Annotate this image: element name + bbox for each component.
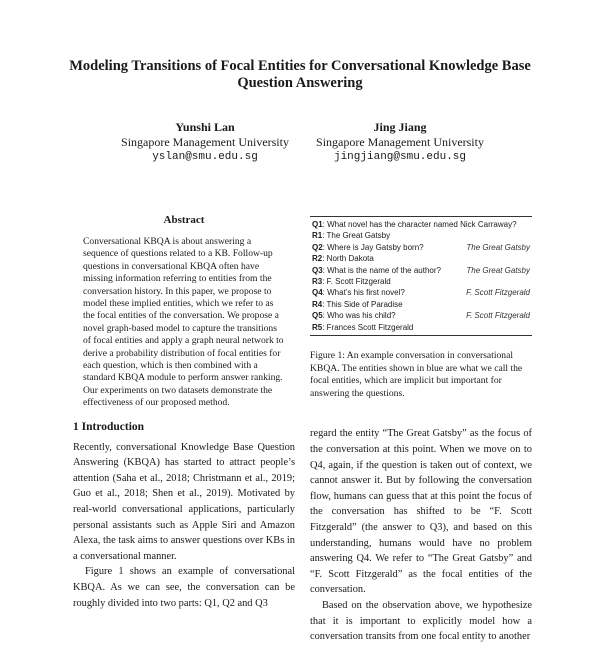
body-paragraph-2: Based on the observation above, we hypothesize that it is important to explicitly model how a conversation transits from one focal entity to another	[310, 599, 532, 643]
focal-entity: F. Scott Fitzgerald	[466, 288, 530, 298]
turn-text: : Who was his child?	[322, 311, 396, 321]
turn-label: R5	[312, 322, 323, 332]
turn-text: : The Great Gatsby	[322, 231, 391, 241]
turn-label: R4	[312, 299, 323, 309]
author-2	[290, 120, 510, 165]
conversation-row	[312, 230, 532, 241]
conversation-row	[312, 310, 532, 321]
turn-text: : Where is Jay Gatsby born?	[322, 242, 424, 252]
abstract-heading: Abstract	[163, 214, 205, 226]
turn-text: : What’s his first novel?	[322, 288, 405, 298]
turn-label: Q3	[312, 265, 323, 275]
author-affiliation: Singapore Management University	[121, 135, 289, 149]
turn-text: : F. Scott Fitzgerald	[322, 277, 391, 287]
conversation-row	[312, 276, 532, 287]
author-email: yslan@smu.edu.sg	[152, 151, 258, 163]
conversation-row	[312, 253, 532, 264]
turn-label: Q5	[312, 311, 323, 321]
abstract-text: Conversational KBQA is about answering a sequence of questions related to a KB. Follow-up questions in conversational KBQA often have missing information referring to entities from the conversation history. In this paper, we propose to model these implied entities, which we refer to as the focal entities of the conversation. We propose a novel graph-based model to capture the transitions of focal entities and apply a graph neural network to derive a probability distribution of focal entities for each question, which is then combined with a standard KBQA module to perform answer ranking. Our experiments on two datasets demonstrate the effectiveness of our proposed method.	[83, 236, 284, 409]
right-column	[310, 214, 532, 645]
right-body	[310, 426, 532, 644]
turn-label: R3	[312, 277, 323, 287]
focal-entity: The Great Gatsby	[466, 242, 530, 252]
conversation-row	[312, 287, 532, 298]
conversation-row	[312, 265, 532, 276]
figure-1-conversation	[310, 216, 532, 336]
turn-text: : What is the name of the author?	[322, 265, 441, 275]
left-column	[73, 214, 295, 611]
focal-entity: F. Scott Fitzgerald	[466, 311, 530, 321]
paper-title: Modeling Transitions of Focal Entities for Conversational Knowledge Base Question Answering	[69, 58, 531, 91]
figure-1-caption: Figure 1: An example conversation in conversational KBQA. The entities shown in blue are what we call the focal entities, which are implicit but important for answering the questions.	[310, 350, 523, 399]
body-paragraph-1: regard the entity “The Great Gatsby” as the focus of the conversation at this point. When we move on to Q4, again, if the question is taken out of context, we cannot answer it. But by following the conversation flow, humans can guess that at this point the focus of the conversation has shifted to be “F. Scott Fitzgerald” (the answer to Q3), and based on this understanding, humans would have no problem answering Q4. We refer to “The Great Gatsby” and “F. Scott Fitzgerald” as the focal entities of the conversation.	[310, 428, 532, 596]
turn-text: : This Side of Paradise	[322, 299, 403, 309]
author-1	[95, 120, 315, 165]
turn-label: Q4	[312, 288, 323, 298]
turn-label: Q1	[312, 220, 323, 229]
turn-label: Q2	[312, 242, 323, 252]
intro-heading: 1 Introduction	[73, 420, 145, 433]
conversation-row	[312, 242, 532, 253]
turn-label: R1	[312, 231, 323, 241]
intro-paragraph-2: Figure 1 shows an example of conversational KBQA. As we can see, the conversation can be roughly divided into two parts: Q1, Q2 and Q3	[73, 566, 295, 609]
focal-entity: The Great Gatsby	[466, 265, 530, 275]
turn-label: R2	[312, 254, 323, 264]
intro-paragraph-1: Recently, conversational Knowledge Base Question Answering (KBQA) has started to attract people’s attention (Saha et al., 2018; Christmann et al., 2019; Guo et al., 2018; Shen et al., 2019). Motivated by real-world conversational applications, particularly personal assistants such as Apple Siri and Amazon Alexa, the task aims to answer questions over KBs in a conversational manner.	[73, 441, 295, 562]
turn-text: : What novel has the character named Nick Carraway?	[322, 220, 517, 229]
conversation-row	[312, 299, 532, 310]
author-name: Jing Jiang	[373, 120, 427, 134]
author-affiliation: Singapore Management University	[316, 135, 484, 149]
turn-text: : Frances Scott Fitzgerald	[322, 322, 414, 332]
conversation-row	[312, 322, 532, 333]
author-email: jingjiang@smu.edu.sg	[333, 151, 467, 163]
conversation-row	[312, 219, 532, 230]
turn-text: : North Dakota	[322, 254, 374, 264]
author-name: Yunshi Lan	[175, 120, 235, 134]
